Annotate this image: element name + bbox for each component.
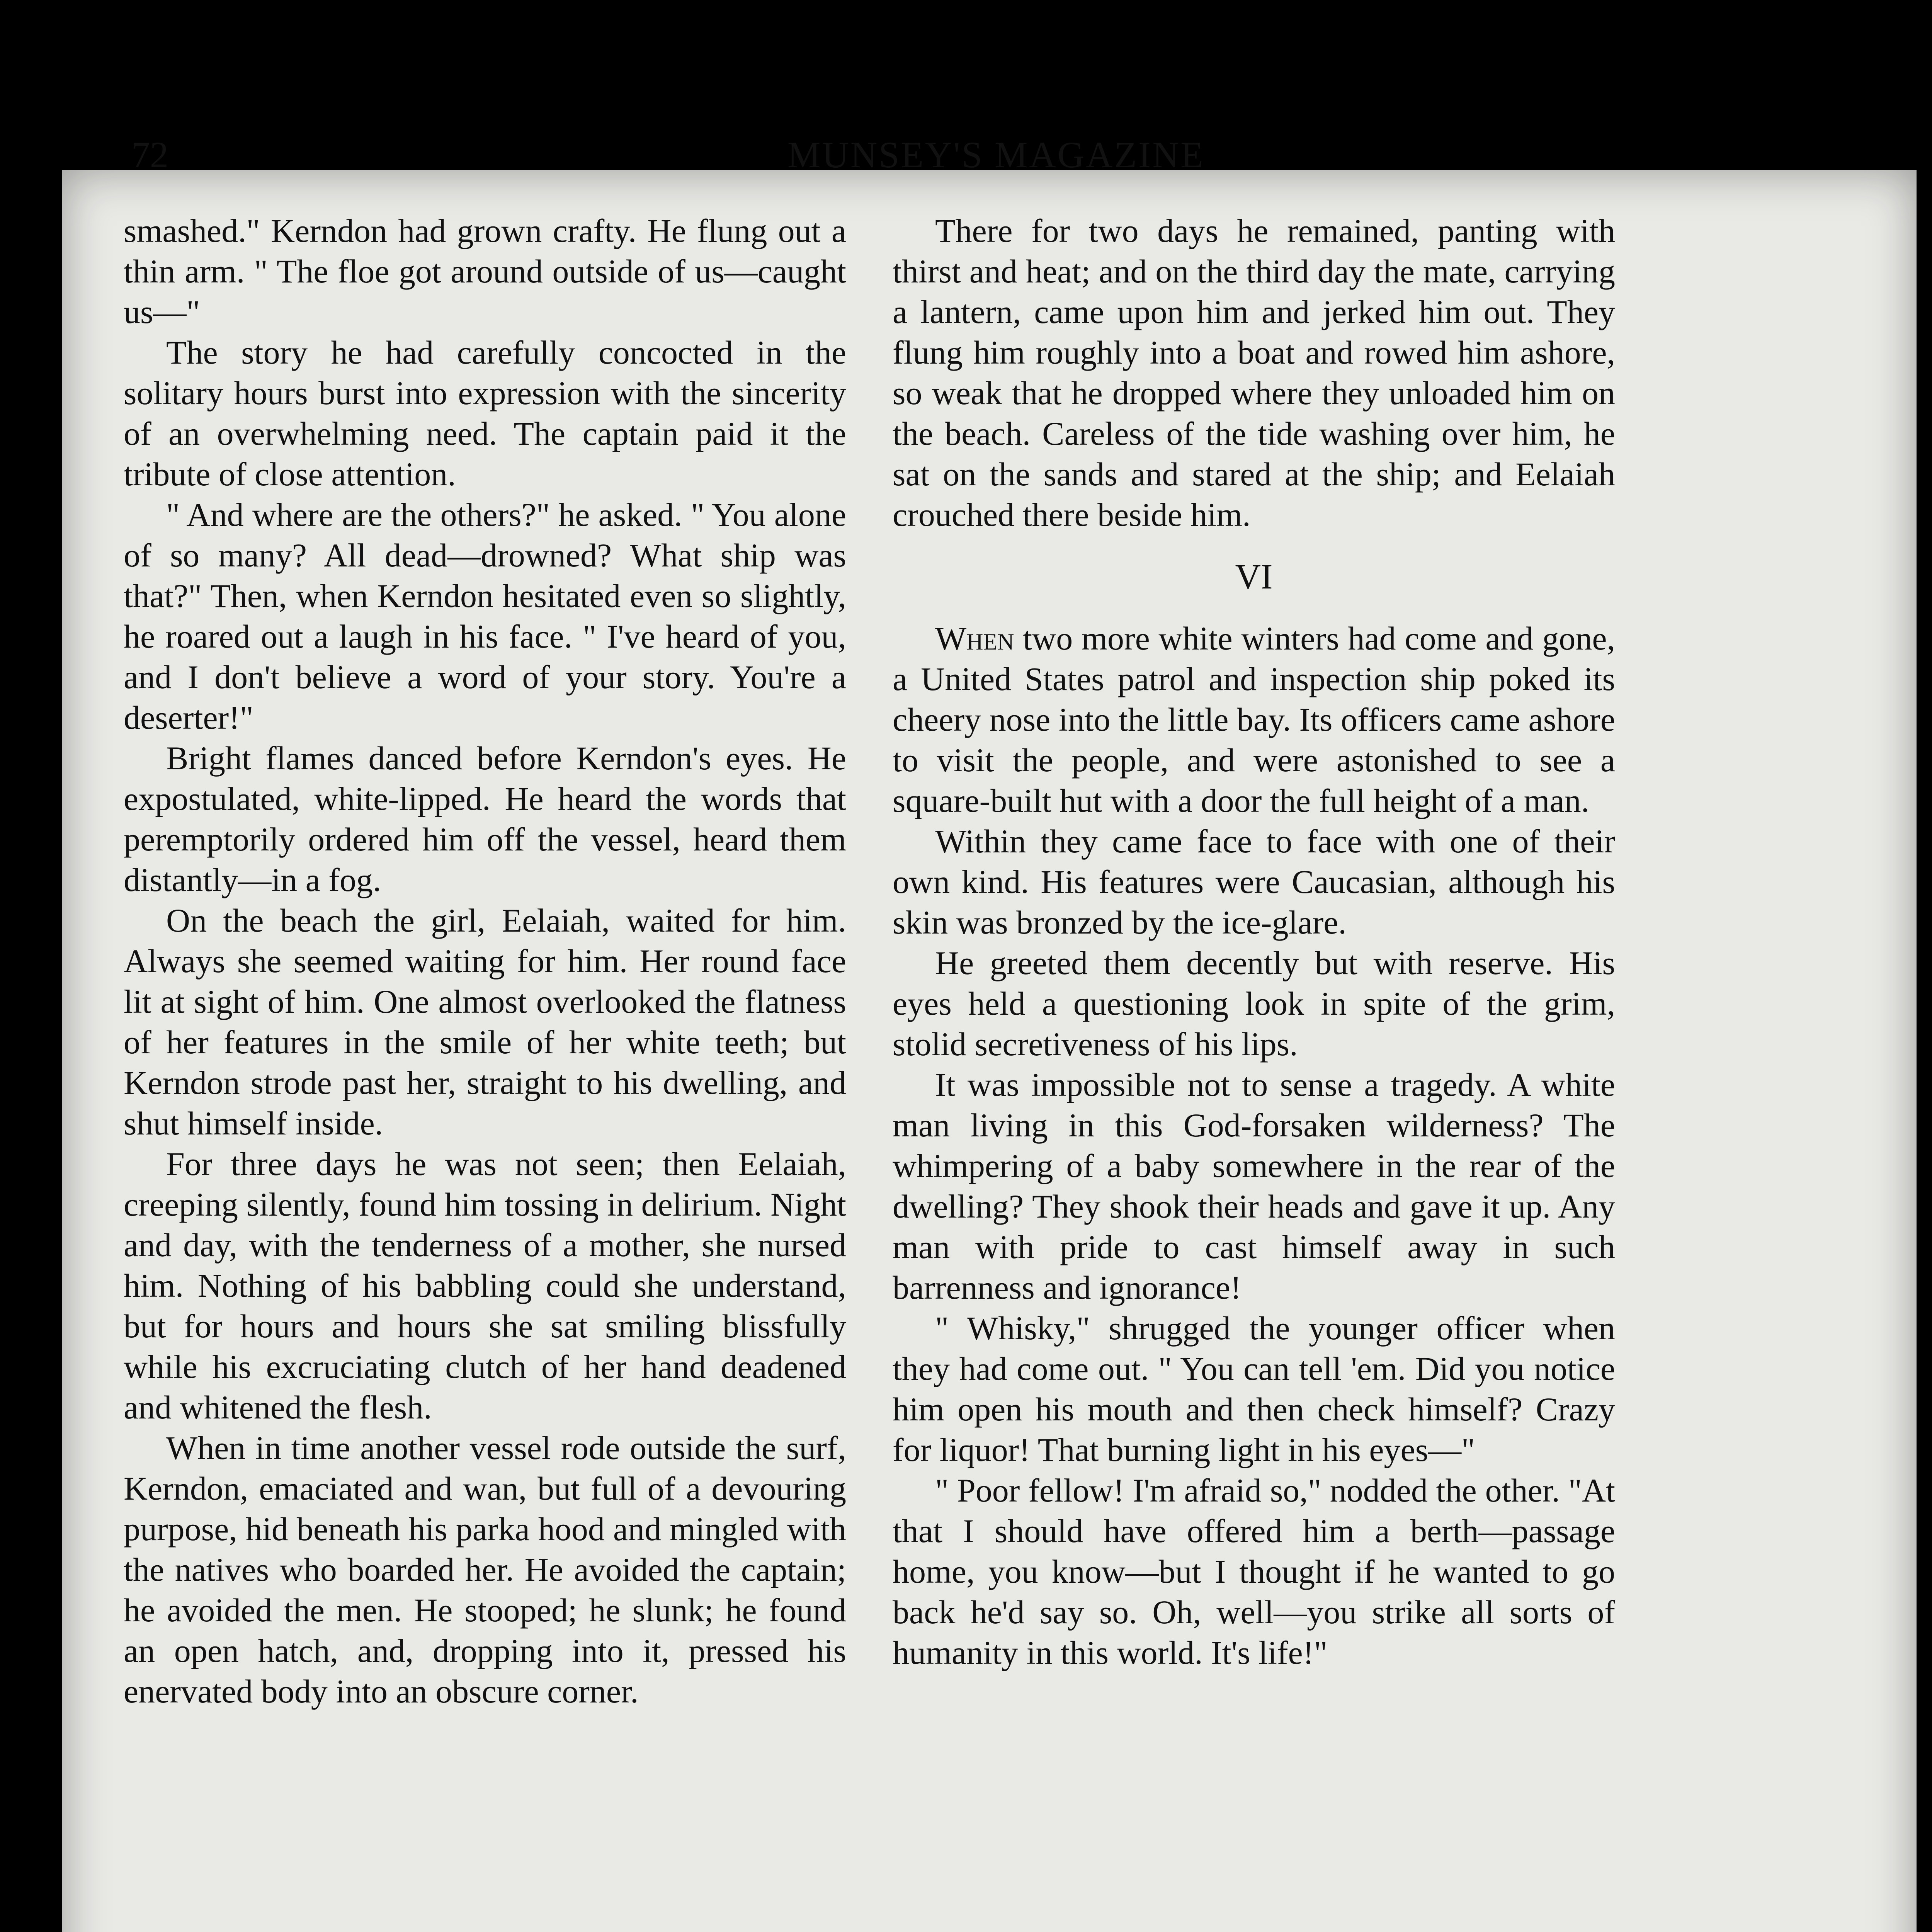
page-number: 72 bbox=[131, 134, 168, 175]
right-column bbox=[893, 211, 1615, 1673]
paragraph: The story he had carefully concocted in the solitary hours burst into expression with the sincerity of an overwhelming need. The captain paid it the tribute of close attention. bbox=[124, 334, 846, 493]
paragraph: On the beach the girl, Eelaiah, waited for him. Always she seemed waiting for him. Her round face lit at sight of him. One almost overlooked the flatness of her features in the smile of her white teeth; but Kerndon strode past her, straight to his dwelling, and shut himself inside. bbox=[124, 902, 846, 1142]
paragraph: When in time another vessel rode outside the surf, Kerndon, emaciated and wan, but full of a devouring purpose, hid beneath his parka hood and mingled with the natives who boarded her. He avoided the captain; he avoided the men. He stooped; he slunk; he found an open hatch, and, dropping into it, pressed his enervated body into an obscure corner. bbox=[124, 1429, 846, 1710]
paragraph: It was impossible not to sense a tragedy. A white man living in this God-forsaken wilderness? The whimpering of a baby somewhere in the rear of the dwelling? They shook their heads and gave it up. Any man with pride to cast himself away in such barrenness and ignorance! bbox=[893, 1066, 1615, 1306]
section-first-text: two more white winters had come and gone, a United States patrol and inspection ship poked its cheery nose into the little bay. Its officers came ashore to visit the people, and were astonished to see a square-built hut with a door the full height of a man. bbox=[893, 620, 1615, 819]
magazine-title: MUNSEY'S MAGAZINE bbox=[787, 134, 1205, 175]
section-heading: VI bbox=[1235, 557, 1273, 596]
book-spine-edge bbox=[1924, 201, 1932, 1932]
section-first-paragraph bbox=[893, 618, 1615, 821]
paragraph: " And where are the others?" he asked. " You alone of so many? All dead—drowned? What ship was that?" Then, when Kerndon hesitated even so slightly, he roared out a laugh in his face. " I've heard of you, and I don't believe a word of your story. You're a deserter!" bbox=[124, 496, 846, 736]
left-column bbox=[124, 211, 846, 1712]
paragraph: " Poor fellow! I'm afraid so," nodded the other. "At that I should have offered him a berth—passage home, you know—but I thought if he wanted to go back he'd say so. Oh, well—you strike all sorts of humanity in this world. It's life!" bbox=[893, 1472, 1615, 1671]
paragraph: He greeted them decently but with reserve. His eyes held a questioning look in spite of the grim, stolid secretiveness of his lips. bbox=[893, 944, 1615, 1063]
section-first-word: When bbox=[935, 620, 1014, 657]
paragraph: There for two days he remained, panting with thirst and heat; and on the third day the mate, carrying a lantern, came upon him and jerked him out. They flung him roughly into a boat and rowed him ashore, so weak that he dropped where they unloaded him on the beach. Careless of the tide washing over him, he sat on the sands and stared at the ship; and Eelaiah crouched there beside him. bbox=[893, 212, 1615, 533]
paragraph: " Whisky," shrugged the younger officer when they had come out. " You can tell 'em. Did you notice him open his mouth and then check himself? Crazy for liquor! That burning light in his eyes—" bbox=[893, 1310, 1615, 1468]
paragraph: Within they came face to face with one of their own kind. His features were Caucasian, although his skin was bronzed by the ice-glare. bbox=[893, 823, 1615, 941]
page-header bbox=[131, 133, 1861, 180]
paragraph: For three days he was not seen; then Eelaiah, creeping silently, found him tossing in delirium. Night and day, with the tenderness of a mother, she nursed him. Nothing of his babbling could she understand, but for hours and hours she sat smiling blissfully while his excruciating clutch of her hand deadened and whitened the flesh. bbox=[124, 1145, 846, 1426]
paragraph: Bright flames danced before Kerndon's eyes. He expostulated, white-lipped. He heard the words that peremptorily ordered him off the vessel, heard them distantly—in a fog. bbox=[124, 740, 846, 898]
paragraph: smashed." Kerndon had grown crafty. He flung out a thin arm. " The floe got around outside of us—caught us—" bbox=[124, 212, 846, 330]
